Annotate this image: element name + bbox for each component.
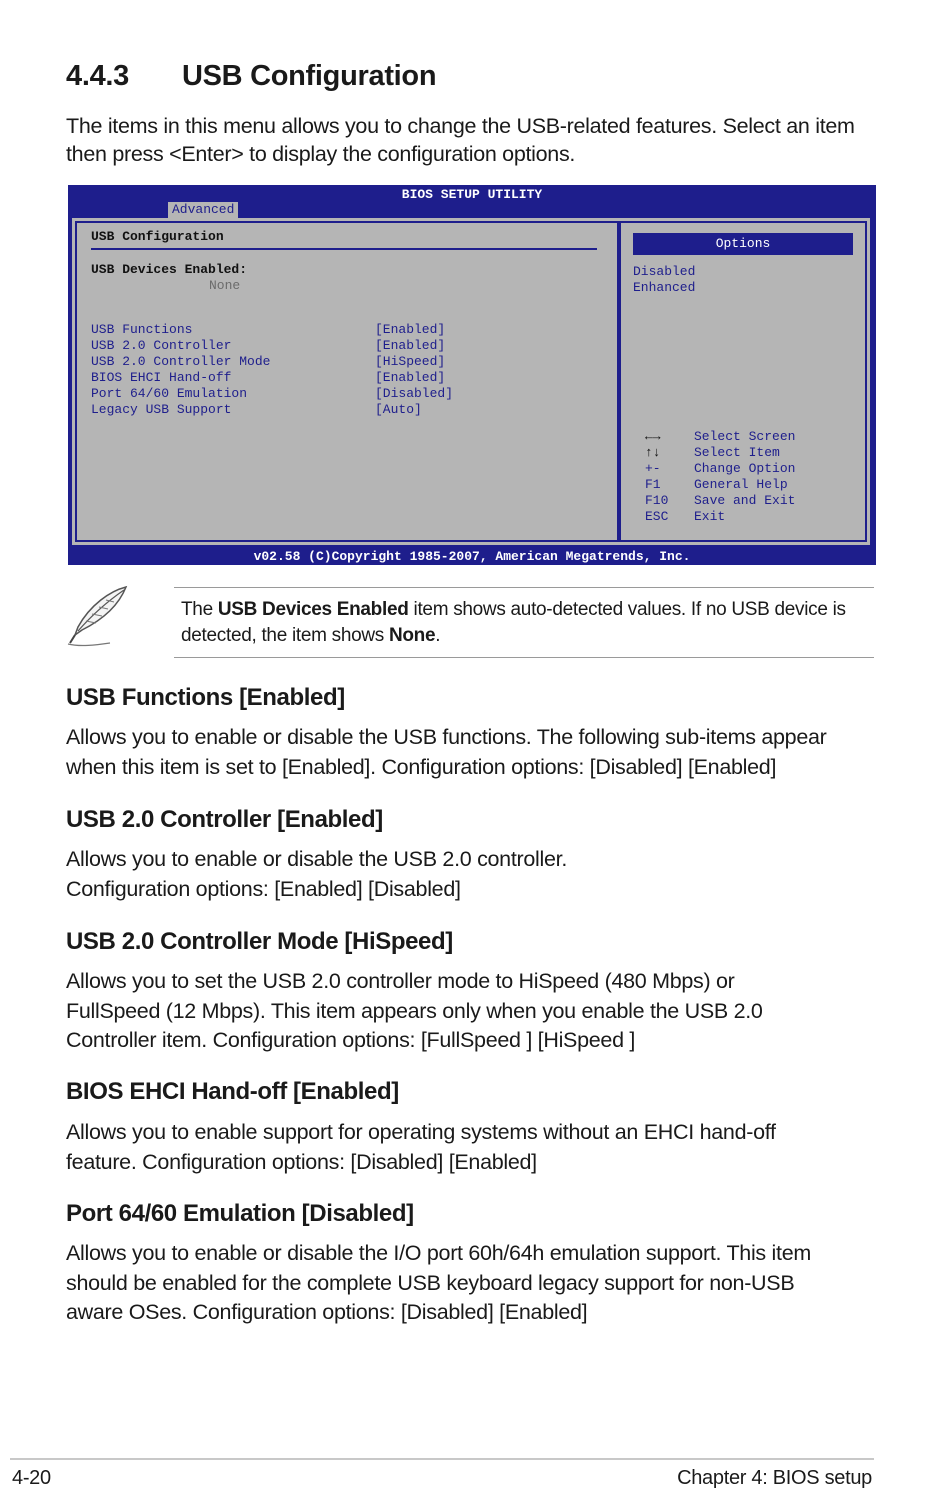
text-line: Configuration options: [Enabled] [Disabled] <box>66 876 461 901</box>
devices-enabled-value: None <box>209 278 241 293</box>
bios-screenshot <box>68 185 876 565</box>
key-esc: ESC <box>645 509 669 524</box>
text-line: FullSpeed (12 Mbps). This item appears only when you enable the USB 2.0 <box>66 998 763 1023</box>
note-mid: item shows auto-detected values. If no USB device is detected, the item shows <box>181 599 846 646</box>
text-line: Allows you to set the USB 2.0 controller mode to HiSpeed (480 Mbps) or <box>66 969 735 993</box>
subsection-text <box>66 723 886 782</box>
text-line: Allows you to enable or disable the I/O port 60h/64h emulation support. This item <box>66 1241 811 1265</box>
text-line: aware OSes. Configuration options: [Disabled] [Enabled] <box>66 1300 588 1324</box>
key-action-exit: Exit <box>694 509 726 524</box>
bios-item-port-emulation[interactable]: Port 64/60 Emulation <box>91 386 248 401</box>
note-top-rule <box>174 587 874 588</box>
key-action-save-exit: Save and Exit <box>694 493 796 508</box>
bios-item-ehci-handoff[interactable]: BIOS EHCI Hand-off <box>91 370 232 385</box>
key-plus-minus: +- <box>645 461 661 476</box>
page-number: 4-20 <box>12 1467 51 1489</box>
note-text <box>181 597 881 649</box>
footer-rule <box>10 1458 874 1460</box>
bios-footer: v02.58 (C)Copyright 1985-2007, American Megatrends, Inc. <box>253 549 691 564</box>
bios-frame-border <box>75 221 867 542</box>
key-f1: F1 <box>645 477 661 492</box>
key-action-select-screen: Select Screen <box>694 429 796 444</box>
subsection-text <box>66 1239 886 1328</box>
key-f10: F10 <box>645 493 669 508</box>
section-number: 4.4.3 <box>66 60 129 92</box>
bios-item-usb20-mode[interactable]: USB 2.0 Controller Mode <box>91 354 271 369</box>
section-heading <box>66 60 436 93</box>
tab-advanced[interactable]: Advanced <box>168 202 238 218</box>
bios-value-legacy-usb[interactable]: [Auto] <box>375 402 422 417</box>
text-line: Allows you to enable or disable the USB 2.0 controller. <box>66 847 567 871</box>
subsection-heading: USB Functions [Enabled] <box>66 684 345 711</box>
devices-enabled-label: USB Devices Enabled: <box>91 262 248 277</box>
bios-frame <box>72 218 870 545</box>
bios-value-port-emulation[interactable]: [Disabled] <box>375 386 454 401</box>
bios-item-usb-functions[interactable]: USB Functions <box>91 322 193 337</box>
subsection-text <box>66 845 886 904</box>
text-line: Controller item. Configuration options: [FullSpeed ] [HiSpeed ] <box>66 1028 636 1052</box>
feather-pen-icon <box>66 583 132 649</box>
subsection-text <box>66 967 886 1056</box>
subsection-heading: BIOS EHCI Hand-off [Enabled] <box>66 1078 399 1105</box>
bios-item-legacy-usb[interactable]: Legacy USB Support <box>91 402 232 417</box>
panel-title-rule <box>91 248 597 250</box>
note-bold-item: USB Devices Enabled <box>217 599 409 620</box>
note-bold-none: None <box>388 625 436 646</box>
key-arrows-ud: ↑↓ <box>645 445 661 460</box>
section-title: USB Configuration <box>182 60 437 92</box>
bios-value-usb20-mode[interactable]: [HiSpeed] <box>375 354 446 369</box>
subsection-heading: Port 64/60 Emulation [Disabled] <box>66 1200 414 1227</box>
subsection-text <box>66 1118 886 1177</box>
key-action-select-item: Select Item <box>694 445 780 460</box>
bios-panel-title: USB Configuration <box>91 229 224 244</box>
option-enhanced[interactable]: Enhanced <box>633 280 696 295</box>
text-line: feature. Configuration options: [Disabled] [Enabled] <box>66 1149 537 1174</box>
bios-title: BIOS SETUP UTILITY <box>401 187 543 202</box>
key-action-general-help: General Help <box>694 477 788 492</box>
text-line: when this item is set to [Enabled]. Configuration options: [Disabled] [Enabled] <box>66 754 777 779</box>
options-header: Options <box>633 233 853 255</box>
note-bottom-rule <box>174 657 874 658</box>
intro-paragraph: The items in this menu allows you to change the USB-related features. Select an item then press <Enter> to display the configuration options. <box>66 114 855 166</box>
subsection-heading: USB 2.0 Controller Mode [HiSpeed] <box>66 928 453 955</box>
note-pre: The <box>181 599 218 620</box>
bios-value-usb-functions[interactable]: [Enabled] <box>375 322 446 337</box>
option-disabled[interactable]: Disabled <box>633 264 696 279</box>
note-post: . <box>435 625 441 646</box>
chapter-label: Chapter 4: BIOS setup <box>677 1467 872 1489</box>
text-line: Allows you to enable or disable the USB functions. The following sub-items appear <box>66 725 827 749</box>
bios-value-ehci-handoff[interactable]: [Enabled] <box>375 370 446 385</box>
subsection-heading: USB 2.0 Controller [Enabled] <box>66 806 383 833</box>
bios-item-usb20-controller[interactable]: USB 2.0 Controller <box>91 338 232 353</box>
text-line: should be enabled for the complete USB keyboard legacy support for non-USB <box>66 1270 795 1295</box>
bios-panel-divider <box>617 223 621 540</box>
text-line: Allows you to enable support for operating systems without an EHCI hand-off <box>66 1120 776 1144</box>
key-action-change-option: Change Option <box>694 461 796 476</box>
bios-value-usb20-controller[interactable]: [Enabled] <box>375 338 446 353</box>
key-arrows-lr: ←→ <box>645 429 661 444</box>
